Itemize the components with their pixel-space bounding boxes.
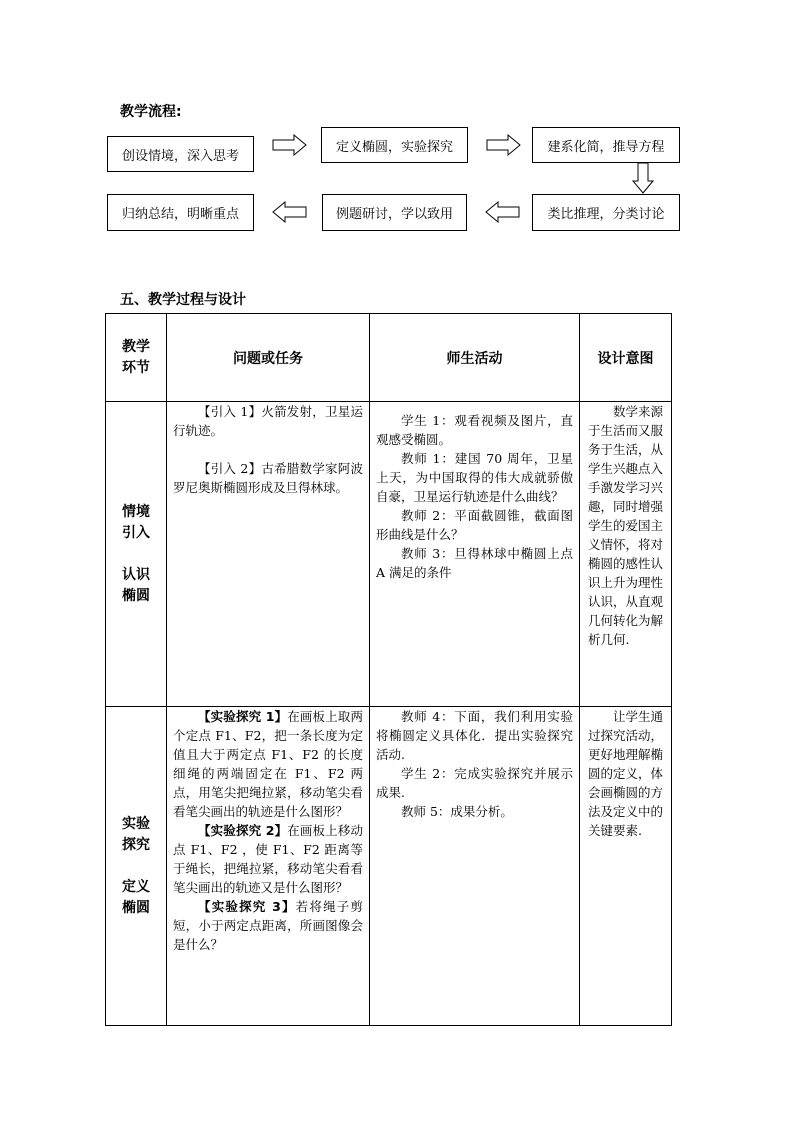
task-item: 【引入 1】火箭发射，卫星运行轨迹。 xyxy=(173,404,363,438)
stage-cell: 情境 引入 认识 椭圆 xyxy=(106,402,167,707)
table-row xyxy=(106,402,672,707)
intent-cell xyxy=(580,402,672,707)
flow-step-6: 归纳总结，明晰重点 xyxy=(107,194,254,231)
lesson-table xyxy=(105,313,672,1026)
intent-cell xyxy=(580,707,672,1026)
activity-item: 教师 5：成果分析。 xyxy=(401,804,513,819)
flow-step-5: 例题研讨，学以致用 xyxy=(322,194,467,231)
task-item: 【实验探究 2】在画板上移动点 F1、F2 ，使 F1、F2 距离等于绳长，把绳拉紧，移动笔尖看看笔尖画出的轨迹又是什么图形？ xyxy=(173,823,363,895)
intent-text: 数学来源于生活而又服务于生活，从学生兴趣点入手激发学习兴趣，同时增强学生的爱国主义情怀，将对椭圆的感性认识上升为理性认识，从直观几何转化为解析几何. xyxy=(588,404,664,647)
activity-item: 教师 3：旦得林球中椭圆上点 A 满足的条件 xyxy=(376,546,573,580)
table-row xyxy=(106,707,672,1026)
activity-item: 教师 4：下面，我们利用实验将椭圆定义具体化．提出实验探究活动. xyxy=(376,709,573,762)
right-arrow-icon xyxy=(272,134,308,156)
activity-cell xyxy=(370,707,580,1026)
stage-cell: 实验 探究 定义 椭圆 xyxy=(106,707,167,1026)
flow-step-2: 定义椭圆，实验探究 xyxy=(321,127,468,163)
task-cell xyxy=(167,707,370,1026)
header-stage: 教学 环节 xyxy=(106,314,167,402)
left-arrow-icon xyxy=(271,201,307,223)
activity-item: 学生 1：观看视频及图片，直观感受椭圆。 xyxy=(376,413,573,447)
activity-item: 教师 2：平面截圆锥，截面图形曲线是什么？ xyxy=(376,508,573,542)
task-item: 【实验探究 3】若将绳子剪短，小于两定点距离，所画图像会是什么？ xyxy=(173,899,363,952)
flow-step-1: 创设情境，深入思考 xyxy=(107,136,254,172)
right-arrow-icon xyxy=(486,134,522,156)
activity-item: 教师 1：建国 70 周年，卫星上天，为中国取得的伟大成就骄傲自豪，卫星运行轨迹是什么曲线？ xyxy=(376,451,573,504)
intent-text: 让学生通过探究活动，更好地理解椭圆的定义，体会画椭圆的方法及定义中的关键要素. xyxy=(588,709,664,838)
section-heading: 五、教学过程与设计 xyxy=(120,292,246,308)
flow-step-3: 建系化简，推导方程 xyxy=(532,127,680,163)
flow-step-4: 类比推理，分类讨论 xyxy=(532,194,680,231)
left-arrow-icon xyxy=(484,201,520,223)
task-item: 【实验探究 1】在画板上取两个定点 F1、F2，把一条长度为定值且大于两定点 F1、F2 的长度细绳的两端固定在 F1、F2 两点，用笔尖把绳拉紧，移动笔尖看看笔尖画出的轨迹是什么图形？ xyxy=(173,709,363,819)
header-intent: 设计意图 xyxy=(580,314,672,402)
header-activity: 师生活动 xyxy=(370,314,580,402)
down-arrow-icon xyxy=(632,163,654,194)
flow-heading: 教学流程: xyxy=(120,104,182,120)
activity-cell xyxy=(370,402,580,707)
activity-item: 学生 2：完成实验探究并展示成果. xyxy=(376,766,573,800)
task-cell xyxy=(167,402,370,707)
task-item: 【引入 2】古希腊数学家阿波罗尼奥斯椭圆形成及旦得林球。 xyxy=(173,461,363,495)
header-task: 问题或任务 xyxy=(167,314,370,402)
